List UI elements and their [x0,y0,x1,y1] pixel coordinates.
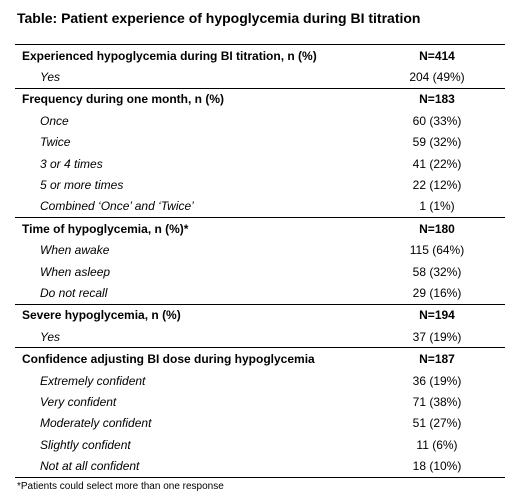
hypoglycemia-table [15,44,505,478]
header-label: Frequency during one month, n (%) [22,92,224,107]
section-confidence-adjusting-dose [15,348,505,477]
section-experienced-hypoglycemia [15,45,505,89]
header-label: Time of hypoglycemia, n (%)* [22,221,189,236]
table-row [15,413,505,434]
row-value: 115 (64%) [409,243,465,258]
header-value: N=194 [419,308,455,323]
header-value: N=183 [419,92,455,107]
table-row [15,132,505,153]
row-label: When awake [40,243,110,258]
row-label: 5 or more times [40,178,124,193]
row-label: Do not recall [40,285,108,300]
header-value: N=414 [419,48,455,63]
section-header [15,348,505,369]
row-label: Very confident [40,394,117,409]
row-label: 3 or 4 times [40,156,103,171]
row-value: 51 (27%) [412,416,462,431]
row-value: 204 (49%) [409,70,465,85]
table-title: Table: Patient experience of hypoglycemia during BI titration [17,10,421,26]
table-row [15,434,505,455]
row-label: Yes [40,329,61,344]
row-value: 59 (32%) [412,135,462,150]
table-row [15,240,505,261]
header-label: Confidence adjusting BI dose during hypoglycemia [22,352,315,367]
row-label: Yes [40,70,61,85]
table-row [15,455,505,476]
row-label: Slightly confident [40,437,131,452]
row-value: 11 (6%) [416,437,458,452]
section-header [15,45,505,66]
row-label: Twice [40,135,71,150]
row-value: 41 (22%) [412,156,462,171]
header-label: Experienced hypoglycemia during BI titration, n (%) [22,48,317,63]
section-header [15,218,505,239]
section-severe-hypoglycemia [15,305,505,349]
section-time-of-hypoglycemia [15,218,505,305]
row-value: 37 (19%) [412,329,462,344]
row-label: When asleep [40,264,111,279]
row-value: 18 (10%) [412,459,462,474]
row-value: 1 (1%) [419,199,455,214]
row-value: 36 (19%) [412,373,462,388]
header-value: N=187 [419,352,455,367]
table-row [15,66,505,87]
section-header [15,89,505,110]
row-label: Moderately confident [40,416,152,431]
row-label: Not at all confident [40,459,140,474]
footnote: *Patients could select more than one response [17,481,224,492]
table-row [15,391,505,412]
table-row [15,174,505,195]
row-value: 71 (38%) [412,394,462,409]
table-row [15,370,505,391]
row-label: Extremely confident [40,373,146,388]
table-row [15,110,505,131]
row-value: 22 (12%) [412,178,462,193]
table-row [15,153,505,174]
table-row [15,261,505,282]
row-label: Once [40,113,69,128]
table-row [15,196,505,217]
table-row [15,326,505,347]
section-frequency [15,89,505,218]
table-row [15,282,505,303]
row-value: 60 (33%) [412,113,462,128]
header-label: Severe hypoglycemia, n (%) [22,308,181,323]
header-value: N=180 [419,221,455,236]
row-value: 29 (16%) [412,285,462,300]
row-label: Combined ‘Once’ and ‘Twice’ [40,199,194,214]
row-value: 58 (32%) [412,264,462,279]
section-header [15,305,505,326]
